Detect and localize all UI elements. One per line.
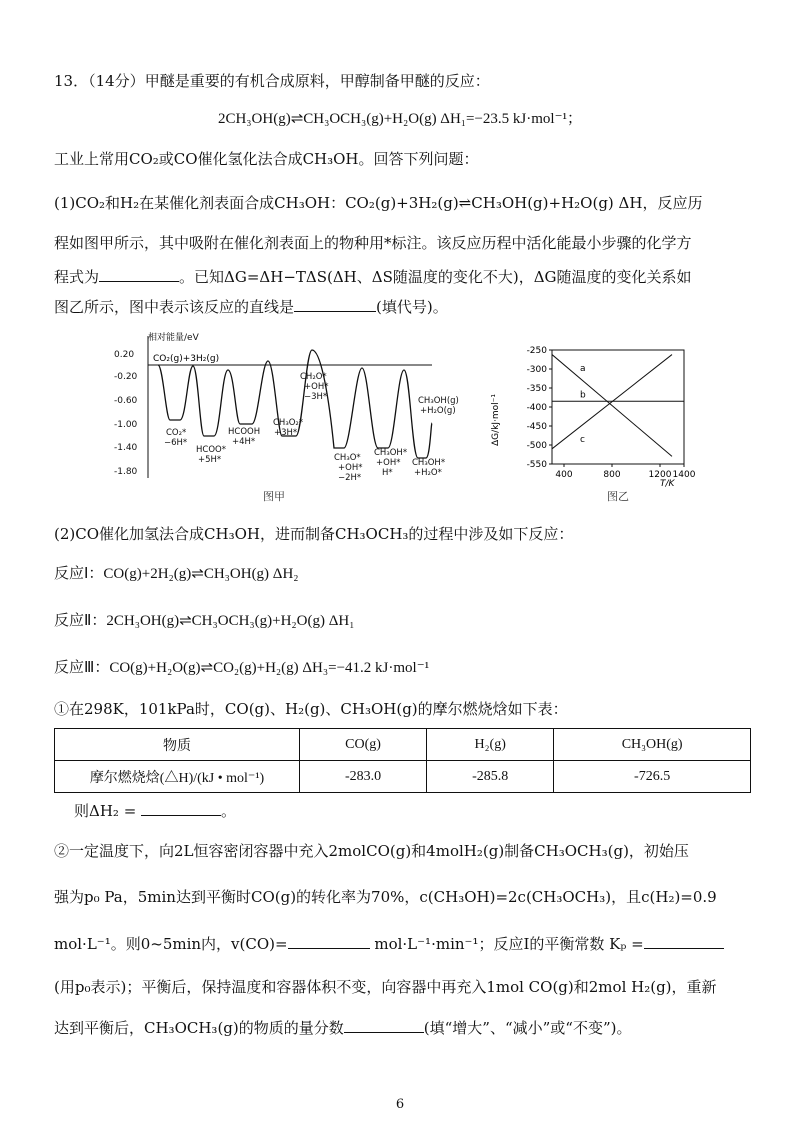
fig2-xtick-label: 800	[603, 470, 621, 480]
fig2-xtick-label: 1200	[648, 470, 672, 480]
part1-text-c1: 程式为	[54, 268, 100, 286]
table-header-row	[55, 729, 751, 761]
sub-question-2-e	[54, 1017, 750, 1039]
fig1-start-label: CO₂(g)+3H₂(g)	[153, 354, 220, 364]
fig1-label: +4H*	[232, 437, 256, 447]
part1-line-c	[54, 266, 750, 288]
question-number: 13．（14分）	[54, 72, 145, 90]
part1-line-b: 程如图甲所示，其中吸附在催化剂表面上的物种用*标注。该反应历程中活化能最小步骤的化学方	[54, 234, 692, 252]
sub-question-2-e2: (填“增大”、“减小”或“不变”)。	[423, 1019, 632, 1037]
sub-question-2-b: 强为p₀ Pa，5min达到平衡时CO(g)的转化率为70%，c(CH₃OH)=2c(CH₃OCH₃)，且c(H₂)=0.9	[54, 888, 717, 906]
table-header-cell: H₂(g)	[427, 729, 554, 761]
sub-question-1: ①在298K，101kPa时，CO(g)、H₂(g)、CH₃OH(g)的摩尔燃烧焓如下表：	[54, 700, 568, 718]
main-equation: 2CH₃OH(g)⇌CH₃OCH₃(g)+H₂O(g) ΔH₁=−23.5 kJ·mol⁻¹；	[217, 111, 583, 127]
table-header-cell: CH₃OH(g)	[554, 729, 751, 761]
fig2-series-label: b	[580, 390, 586, 401]
part1-line-a: (1)CO₂和H₂在某催化剂表面合成CH₃OH：CO₂(g)+3H₂(g)⇌CH₃OH(g)+H₂O(g) ΔH，反应历	[54, 194, 703, 212]
table-cell: -726.5	[554, 761, 751, 793]
sub-question-2-c1: mol·L⁻¹。则0~5min内，v(CO)=	[54, 935, 288, 953]
fig2-xtick-label: 400	[555, 470, 573, 480]
fig1-label: CH₂O*	[300, 372, 327, 382]
answer-blank-line-code[interactable]	[294, 297, 376, 312]
answer-blank-mole-fraction[interactable]	[344, 1018, 424, 1033]
fig1-label: −2H*	[338, 473, 362, 483]
fig1-label: CH₃O*	[334, 453, 361, 463]
sub-question-2-c	[54, 933, 750, 955]
page-number: 6	[395, 1097, 405, 1112]
sub-question-2-c2: mol·L⁻¹·min⁻¹；反应Ⅰ的平衡常数 Kₚ =	[374, 935, 644, 953]
fig2-ytick-label: -500	[526, 441, 547, 451]
sub-question-2-e1: 达到平衡后，CH₃OCH₃(g)的物质的量分数	[54, 1019, 344, 1037]
table-cell: -283.0	[300, 761, 427, 793]
fig1-label: CH₃O₂*	[273, 418, 304, 428]
table-row	[55, 761, 751, 793]
fig1-ytick: 0.20	[114, 350, 135, 360]
fig1-ytick: -1.00	[114, 420, 138, 430]
fig1-ytick: -1.80	[114, 467, 138, 477]
fig1-ytick: -1.40	[114, 443, 138, 453]
fig1-label: +OH*	[338, 463, 363, 473]
fig2-ytick-label: -350	[526, 384, 547, 394]
fig2-series-line-a	[552, 355, 672, 457]
sub-question-1-answer	[74, 800, 750, 822]
fig1-label: CH₃OH*	[374, 448, 408, 458]
sub-question-2-a: ②一定温度下，向2L恒容密闭容器中充入2molCO(g)和4molH₂(g)制备CH₃OCH₃(g)，初始压	[54, 842, 689, 860]
fig1-label: +3H*	[274, 428, 298, 438]
fig2-ylabel: ΔG/kJ·mol⁻¹	[491, 393, 501, 447]
fig1-label: +H₂O(g)	[420, 406, 456, 416]
fig2-xtick-label: 1400	[672, 470, 696, 480]
reaction-1: 反应Ⅰ：CO(g)+2H₂(g)⇌CH₃OH(g) ΔH₂	[54, 566, 299, 582]
table-header-cell: 物质	[55, 729, 300, 761]
industry-text: 工业上常用CO₂或CO催化氢化法合成CH₃OH。回答下列问题：	[54, 150, 479, 168]
part1-text-d1: 图乙所示，图中表示该反应的直线是	[54, 298, 295, 316]
fig2-series-label: a	[580, 363, 586, 374]
table-cell: -285.8	[427, 761, 554, 793]
fig1-label: +5H*	[198, 455, 222, 465]
part1-line-d	[54, 296, 750, 318]
answer-blank-equation[interactable]	[99, 267, 179, 282]
question-header	[54, 70, 750, 92]
question-intro: 甲醚是重要的有机合成原料，甲醇制备甲醚的反应：	[144, 72, 490, 90]
fig1-label: HCOOH	[228, 427, 261, 437]
fig1-label: +OH*	[376, 458, 401, 468]
table-header-cell: CO(g)	[300, 729, 427, 761]
fig2-caption: 图乙	[607, 490, 629, 503]
fig1-energy-curve	[158, 350, 432, 458]
answer-suffix: 。	[221, 802, 237, 820]
fig1-label: CH₃OH(g)	[418, 396, 459, 406]
fig2-ytick-label: -550	[526, 460, 547, 470]
fig2-plot-frame	[552, 350, 684, 464]
answer-blank-rate[interactable]	[288, 934, 370, 949]
sub-question-2-d: (用p₀表示)；平衡后，保持温度和容器体积不变，向容器中再充入1mol CO(g)和2mol H₂(g)，重新	[54, 978, 717, 996]
reaction-2: 反应Ⅱ：2CH₃OH(g)⇌CH₃OCH₃(g)+H₂O(g) ΔH₁	[54, 613, 355, 629]
energy-profile-figure	[100, 328, 460, 498]
part1-text-c2: 。已知ΔG=ΔH−TΔS(ΔH、ΔS随温度的变化不大)，ΔG随温度的变化关系如	[179, 268, 692, 286]
combustion-enthalpy-table	[54, 728, 751, 793]
fig1-label: +OH*	[304, 382, 329, 392]
fig1-label: +H₂O*	[414, 468, 442, 478]
fig2-ytick-label: -300	[526, 365, 547, 375]
reaction-3: 反应Ⅲ：CO(g)+H₂O(g)⇌CO₂(g)+H₂(g) ΔH₃=−41.2 kJ·mol⁻¹	[54, 660, 430, 676]
fig2-ytick-label: -450	[526, 422, 547, 432]
fig1-label: −3H*	[304, 392, 328, 402]
fig2-ytick-label: -250	[526, 346, 547, 356]
answer-blank-kp[interactable]	[644, 934, 724, 949]
answer-prefix: 则ΔH₂ =	[74, 802, 137, 820]
part2-intro: (2)CO催化加氢法合成CH₃OH，进而制备CH₃OCH₃的过程中涉及如下反应：	[54, 525, 574, 543]
fig1-label: CH₃OH*	[412, 458, 446, 468]
fig1-ytick: -0.60	[114, 396, 138, 406]
fig1-label: H*	[382, 468, 393, 478]
fig2-xlabel: T/K	[660, 479, 675, 489]
table-row-label: 摩尔燃烧焓(△H)/(kJ • mol⁻¹)	[55, 761, 300, 793]
fig1-ylabel: 相对能量/eV	[148, 333, 199, 343]
fig2-ytick-label: -400	[526, 403, 547, 413]
fig2-series-label: c	[580, 434, 585, 445]
delta-g-chart	[486, 340, 706, 492]
fig1-label: CO₂*	[166, 428, 187, 438]
answer-blank-delta-h2[interactable]	[141, 801, 221, 816]
fig1-ytick: -0.20	[114, 372, 138, 382]
fig1-label: −6H*	[164, 438, 188, 448]
fig1-label: HCOO*	[196, 445, 226, 455]
fig1-caption: 图甲	[263, 490, 285, 503]
part1-text-d2: (填代号)。	[376, 298, 448, 316]
